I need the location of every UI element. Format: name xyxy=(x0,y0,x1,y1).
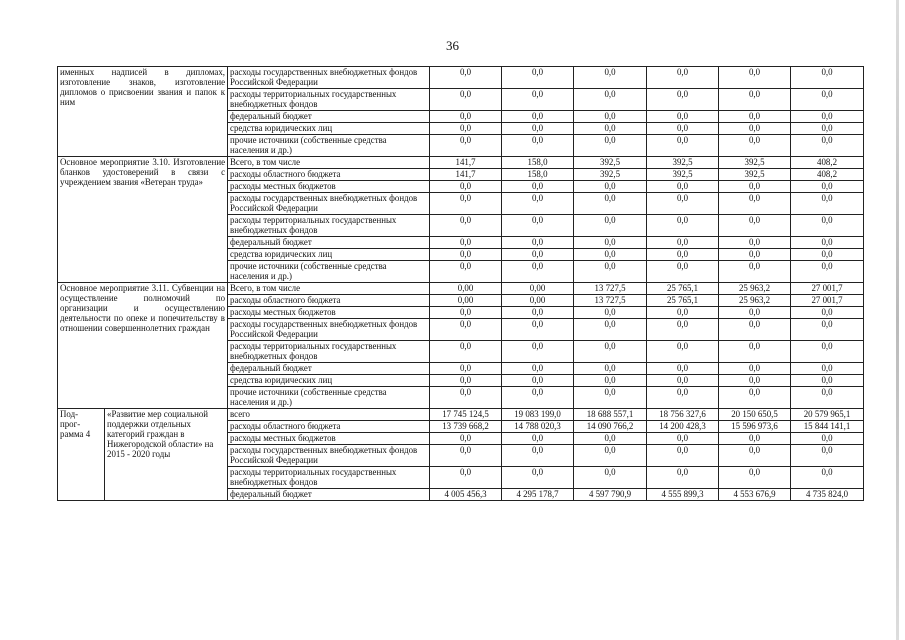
value-cell: 0,0 xyxy=(647,89,719,111)
value-cell: 18 756 327,6 xyxy=(647,409,719,421)
funding-source-cell: расходы местных бюджетов xyxy=(228,433,430,445)
funding-source-cell: средства юридических лиц xyxy=(228,249,430,261)
value-cell: 25 765,1 xyxy=(647,295,719,307)
value-cell: 0,0 xyxy=(502,467,574,489)
value-cell: 0,0 xyxy=(502,237,574,249)
value-cell: 0,0 xyxy=(719,215,791,237)
value-cell: 0,0 xyxy=(430,261,502,283)
value-cell: 0,0 xyxy=(574,89,647,111)
value-cell: 27 001,7 xyxy=(791,283,864,295)
value-cell: 392,5 xyxy=(647,157,719,169)
value-cell: 0,0 xyxy=(574,249,647,261)
value-cell: 0,0 xyxy=(502,111,574,123)
value-cell: 392,5 xyxy=(574,157,647,169)
value-cell: 14 788 020,3 xyxy=(502,421,574,433)
value-cell: 0,0 xyxy=(574,193,647,215)
value-cell: 0,0 xyxy=(430,467,502,489)
value-cell: 0,0 xyxy=(791,67,864,89)
value-cell: 13 727,5 xyxy=(574,295,647,307)
value-cell: 0,0 xyxy=(430,89,502,111)
value-cell: 20 150 650,5 xyxy=(719,409,791,421)
value-cell: 14 090 766,2 xyxy=(574,421,647,433)
value-cell: 13 739 668,2 xyxy=(430,421,502,433)
value-cell: 0,0 xyxy=(791,341,864,363)
table-row xyxy=(58,67,864,89)
value-cell: 0,0 xyxy=(719,307,791,319)
value-cell: 0,0 xyxy=(502,123,574,135)
value-cell: 0,0 xyxy=(647,319,719,341)
value-cell: 0,00 xyxy=(430,283,502,295)
value-cell: 0,0 xyxy=(719,67,791,89)
value-cell: 0,0 xyxy=(647,467,719,489)
value-cell: 0,0 xyxy=(719,181,791,193)
value-cell: 0,0 xyxy=(791,111,864,123)
value-cell: 0,0 xyxy=(791,387,864,409)
page-edge-shadow xyxy=(896,0,899,640)
funding-source-cell: федеральный бюджет xyxy=(228,489,430,501)
funding-source-cell: расходы территориальных государственных внебюджетных фондов xyxy=(228,215,430,237)
value-cell: 0,0 xyxy=(430,111,502,123)
value-cell: 0,0 xyxy=(791,363,864,375)
value-cell: 13 727,5 xyxy=(574,283,647,295)
value-cell: 0,0 xyxy=(791,261,864,283)
funding-source-cell: всего xyxy=(228,409,430,421)
value-cell: 0,0 xyxy=(719,111,791,123)
funding-source-cell: расходы территориальных государственных внебюджетных фондов xyxy=(228,467,430,489)
value-cell: 0,0 xyxy=(430,307,502,319)
value-cell: 0,0 xyxy=(574,445,647,467)
value-cell: 0,0 xyxy=(647,249,719,261)
value-cell: 392,5 xyxy=(719,157,791,169)
value-cell: 0,0 xyxy=(791,433,864,445)
value-cell: 0,0 xyxy=(502,67,574,89)
value-cell: 0,0 xyxy=(574,375,647,387)
subprogram-label-cell: Под- прог- рамма 4 xyxy=(58,409,105,501)
value-cell: 0,0 xyxy=(430,193,502,215)
value-cell: 17 745 124,5 xyxy=(430,409,502,421)
value-cell: 0,0 xyxy=(791,319,864,341)
value-cell: 0,0 xyxy=(791,237,864,249)
value-cell: 0,0 xyxy=(430,375,502,387)
budget-table xyxy=(57,66,864,501)
value-cell: 4 553 676,9 xyxy=(719,489,791,501)
funding-source-cell: федеральный бюджет xyxy=(228,363,430,375)
value-cell: 15 596 973,6 xyxy=(719,421,791,433)
value-cell: 0,0 xyxy=(502,433,574,445)
value-cell: 0,0 xyxy=(647,387,719,409)
value-cell: 0,0 xyxy=(430,237,502,249)
value-cell: 158,0 xyxy=(502,157,574,169)
value-cell: 0,0 xyxy=(719,89,791,111)
value-cell: 0,0 xyxy=(430,123,502,135)
value-cell: 0,0 xyxy=(430,319,502,341)
value-cell: 0,0 xyxy=(719,445,791,467)
value-cell: 15 844 141,1 xyxy=(791,421,864,433)
value-cell: 0,0 xyxy=(791,123,864,135)
value-cell: 20 579 965,1 xyxy=(791,409,864,421)
value-cell: 0,0 xyxy=(574,135,647,157)
value-cell: 0,0 xyxy=(430,387,502,409)
value-cell: 0,0 xyxy=(647,261,719,283)
value-cell: 0,0 xyxy=(502,135,574,157)
value-cell: 0,0 xyxy=(647,445,719,467)
value-cell: 0,00 xyxy=(502,295,574,307)
value-cell: 0,0 xyxy=(502,307,574,319)
value-cell: 392,5 xyxy=(719,169,791,181)
table-row xyxy=(58,157,864,169)
funding-source-cell: расходы государственных внебюджетных фондов Российской Федерации xyxy=(228,445,430,467)
value-cell: 0,0 xyxy=(430,135,502,157)
table-row xyxy=(58,409,864,421)
value-cell: 0,0 xyxy=(719,433,791,445)
value-cell: 0,0 xyxy=(647,123,719,135)
value-cell: 0,0 xyxy=(791,249,864,261)
funding-source-cell: прочие источники (собственные средства населения и др.) xyxy=(228,135,430,157)
value-cell: 0,0 xyxy=(791,445,864,467)
value-cell: 0,0 xyxy=(719,467,791,489)
value-cell: 0,0 xyxy=(430,341,502,363)
value-cell: 0,0 xyxy=(791,467,864,489)
value-cell: 0,0 xyxy=(791,181,864,193)
value-cell: 0,0 xyxy=(502,181,574,193)
value-cell: 0,0 xyxy=(574,319,647,341)
value-cell: 0,0 xyxy=(647,111,719,123)
value-cell: 0,0 xyxy=(719,237,791,249)
value-cell: 0,0 xyxy=(502,363,574,375)
value-cell: 0,0 xyxy=(502,193,574,215)
funding-source-cell: расходы государственных внебюджетных фондов Российской Федерации xyxy=(228,67,430,89)
value-cell: 0,0 xyxy=(719,363,791,375)
funding-source-cell: расходы территориальных государственных внебюджетных фондов xyxy=(228,89,430,111)
funding-source-cell: Всего, в том числе xyxy=(228,283,430,295)
value-cell: 27 001,7 xyxy=(791,295,864,307)
value-cell: 0,0 xyxy=(647,135,719,157)
value-cell: 0,0 xyxy=(791,193,864,215)
value-cell: 0,0 xyxy=(574,433,647,445)
value-cell: 0,0 xyxy=(502,445,574,467)
value-cell: 25 765,1 xyxy=(647,283,719,295)
value-cell: 0,0 xyxy=(430,181,502,193)
value-cell: 0,0 xyxy=(502,387,574,409)
value-cell: 4 597 790,9 xyxy=(574,489,647,501)
value-cell: 0,0 xyxy=(430,433,502,445)
value-cell: 0,0 xyxy=(647,307,719,319)
value-cell: 392,5 xyxy=(647,169,719,181)
value-cell: 0,0 xyxy=(430,445,502,467)
measure-title-cell: именных надписей в дипломах, изготовление знаков, изготовление дипломов о присвоении звания и папок к ним xyxy=(58,67,228,157)
funding-source-cell: расходы территориальных государственных внебюджетных фондов xyxy=(228,341,430,363)
value-cell: 0,0 xyxy=(502,261,574,283)
value-cell: 0,0 xyxy=(574,237,647,249)
subprogram-name-cell: «Развитие мер социальной поддержки отдельных категорий граждан в Нижегородской области» на 2015 - 2020 годы xyxy=(105,409,228,501)
value-cell: 0,0 xyxy=(647,67,719,89)
value-cell: 0,0 xyxy=(719,193,791,215)
value-cell: 0,00 xyxy=(430,295,502,307)
funding-source-cell: прочие источники (собственные средства населения и др.) xyxy=(228,387,430,409)
value-cell: 0,0 xyxy=(574,387,647,409)
value-cell: 0,0 xyxy=(574,307,647,319)
value-cell: 25 963,2 xyxy=(719,295,791,307)
value-cell: 0,0 xyxy=(574,261,647,283)
value-cell: 0,0 xyxy=(574,181,647,193)
funding-source-cell: средства юридических лиц xyxy=(228,123,430,135)
value-cell: 0,0 xyxy=(719,375,791,387)
value-cell: 0,0 xyxy=(502,341,574,363)
value-cell: 4 295 178,7 xyxy=(502,489,574,501)
funding-source-cell: расходы областного бюджета xyxy=(228,295,430,307)
value-cell: 4 005 456,3 xyxy=(430,489,502,501)
value-cell: 141,7 xyxy=(430,169,502,181)
value-cell: 408,2 xyxy=(791,169,864,181)
value-cell: 0,00 xyxy=(502,283,574,295)
value-cell: 0,0 xyxy=(502,215,574,237)
value-cell: 0,0 xyxy=(574,341,647,363)
value-cell: 0,0 xyxy=(647,433,719,445)
value-cell: 0,0 xyxy=(430,67,502,89)
value-cell: 0,0 xyxy=(430,215,502,237)
table-row xyxy=(58,283,864,295)
page-number: 36 xyxy=(446,38,459,53)
funding-source-cell: федеральный бюджет xyxy=(228,237,430,249)
value-cell: 0,0 xyxy=(574,215,647,237)
funding-source-cell: федеральный бюджет xyxy=(228,111,430,123)
value-cell: 0,0 xyxy=(502,249,574,261)
value-cell: 19 083 199,0 xyxy=(502,409,574,421)
value-cell: 0,0 xyxy=(502,89,574,111)
value-cell: 141,7 xyxy=(430,157,502,169)
measure-title-cell: Основное мероприятие 3.10. Изготовление бланков удостоверений в связи с учреждением звания «Ветеран труда» xyxy=(58,157,228,283)
funding-source-cell: средства юридических лиц xyxy=(228,375,430,387)
value-cell: 0,0 xyxy=(647,363,719,375)
value-cell: 14 200 428,3 xyxy=(647,421,719,433)
value-cell: 408,2 xyxy=(791,157,864,169)
value-cell: 0,0 xyxy=(791,135,864,157)
value-cell: 0,0 xyxy=(647,181,719,193)
measure-title-cell: Основное мероприятие 3.11. Субвенции на осуществление полномочий по организации и осуществлению деятельности по опеке и попечительству в отношении совершеннолетних граждан xyxy=(58,283,228,409)
value-cell: 0,0 xyxy=(574,363,647,375)
value-cell: 0,0 xyxy=(719,387,791,409)
value-cell: 0,0 xyxy=(502,375,574,387)
funding-source-cell: Всего, в том числе xyxy=(228,157,430,169)
funding-source-cell: прочие источники (собственные средства населения и др.) xyxy=(228,261,430,283)
value-cell: 392,5 xyxy=(574,169,647,181)
value-cell: 0,0 xyxy=(791,375,864,387)
value-cell: 158,0 xyxy=(502,169,574,181)
value-cell: 0,0 xyxy=(719,249,791,261)
value-cell: 4 735 824,0 xyxy=(791,489,864,501)
value-cell: 0,0 xyxy=(502,319,574,341)
value-cell: 4 555 899,3 xyxy=(647,489,719,501)
funding-source-cell: расходы государственных внебюджетных фондов Российской Федерации xyxy=(228,193,430,215)
value-cell: 0,0 xyxy=(647,237,719,249)
value-cell: 0,0 xyxy=(719,341,791,363)
value-cell: 0,0 xyxy=(430,363,502,375)
funding-source-cell: расходы областного бюджета xyxy=(228,169,430,181)
value-cell: 0,0 xyxy=(719,135,791,157)
value-cell: 0,0 xyxy=(719,261,791,283)
value-cell: 25 963,2 xyxy=(719,283,791,295)
value-cell: 0,0 xyxy=(647,193,719,215)
value-cell: 0,0 xyxy=(574,123,647,135)
funding-source-cell: расходы государственных внебюджетных фондов Российской Федерации xyxy=(228,319,430,341)
funding-source-cell: расходы областного бюджета xyxy=(228,421,430,433)
value-cell: 0,0 xyxy=(791,307,864,319)
value-cell: 0,0 xyxy=(719,319,791,341)
value-cell: 0,0 xyxy=(430,249,502,261)
value-cell: 0,0 xyxy=(574,467,647,489)
funding-source-cell: расходы местных бюджетов xyxy=(228,181,430,193)
value-cell: 0,0 xyxy=(647,341,719,363)
value-cell: 0,0 xyxy=(791,89,864,111)
value-cell: 0,0 xyxy=(647,375,719,387)
value-cell: 0,0 xyxy=(647,215,719,237)
funding-source-cell: расходы местных бюджетов xyxy=(228,307,430,319)
value-cell: 0,0 xyxy=(574,67,647,89)
value-cell: 0,0 xyxy=(574,111,647,123)
value-cell: 18 688 557,1 xyxy=(574,409,647,421)
value-cell: 0,0 xyxy=(719,123,791,135)
value-cell: 0,0 xyxy=(791,215,864,237)
